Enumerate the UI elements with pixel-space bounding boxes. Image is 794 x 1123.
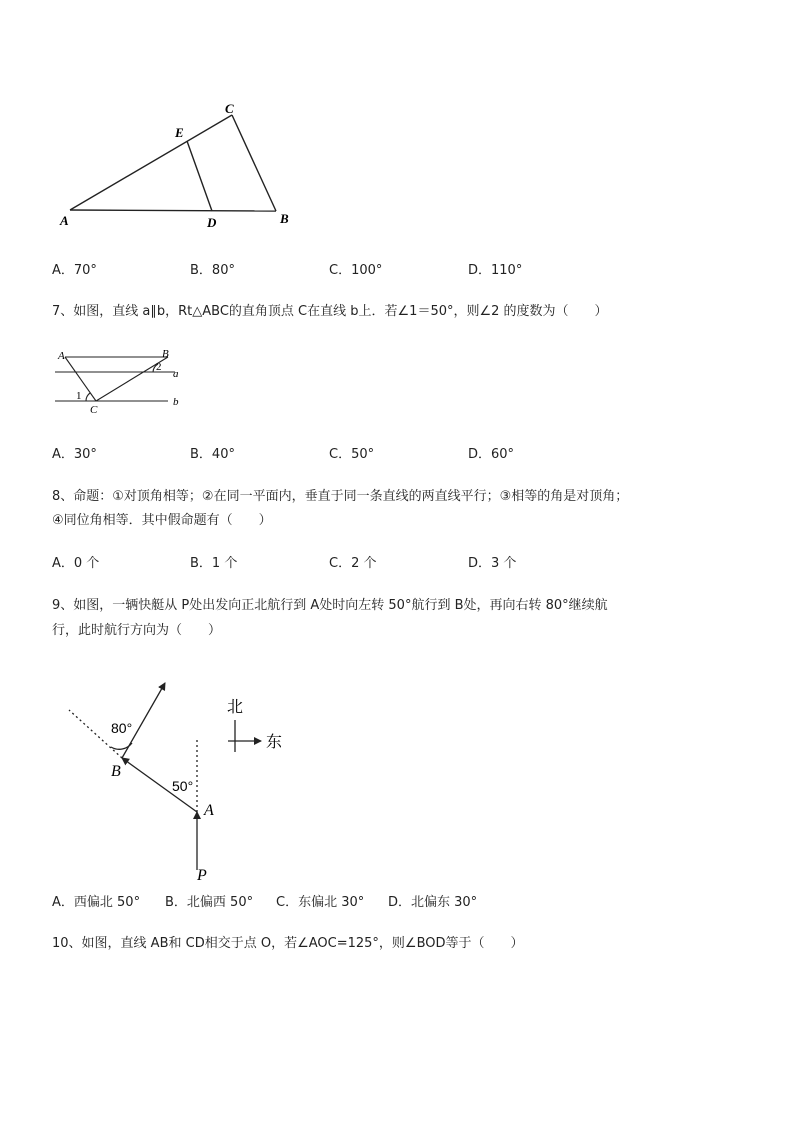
fig9-angle-50: 50°: [172, 778, 194, 794]
fig9-label-a: A: [204, 802, 214, 819]
figure-q7-parallel-lines: [50, 345, 200, 415]
q6-option-c[interactable]: C．100°: [329, 263, 383, 278]
q9-number: 9、: [52, 598, 74, 613]
q9-option-c[interactable]: C．东偏北 30°: [276, 895, 365, 910]
q6-option-b[interactable]: B．80°: [190, 263, 235, 278]
q8-option-a[interactable]: A．0 个: [52, 556, 100, 571]
q9-option-d[interactable]: D．北偏东 30°: [388, 895, 478, 910]
question-7: [52, 301, 608, 323]
fig9-compass-east: 东: [266, 732, 283, 751]
q7-option-c[interactable]: C．50°: [329, 447, 375, 462]
fig7-label-line-a: a: [173, 368, 179, 380]
q9-stem-2: 行，此时航行方向为（ ）: [52, 623, 222, 638]
fig6-label-d: D: [207, 215, 217, 230]
q7-option-b[interactable]: B．40°: [190, 447, 235, 462]
q8-stem-2: ④同位角相等．其中假命题有（ ）: [52, 513, 272, 528]
q6-option-a[interactable]: A．70°: [52, 263, 97, 278]
q10-stem: 如图，直线 AB和 CD相交于点 O，若∠AOC=125°，则∠BOD等于（ ）: [81, 936, 524, 951]
q9-option-b[interactable]: B．北偏西 50°: [165, 895, 254, 910]
q10-number: 10、: [52, 936, 82, 951]
fig6-label-b: B: [280, 211, 289, 226]
fig7-angle-2: 2: [156, 361, 162, 373]
fig7-angle-1: 1: [76, 390, 82, 402]
fig9-angle-80: 80°: [111, 720, 133, 736]
fig7-label-line-b: b: [173, 396, 179, 408]
fig7-label-a-point: A: [58, 350, 65, 362]
q8-option-c[interactable]: C．2 个: [329, 556, 377, 571]
q9-option-a[interactable]: A．西偏北 50°: [52, 895, 141, 910]
q7-option-d[interactable]: D．60°: [468, 447, 515, 462]
q7-number: 7、: [52, 304, 74, 319]
q6-option-d[interactable]: D．110°: [468, 263, 523, 278]
q7-option-a[interactable]: A．30°: [52, 447, 97, 462]
fig9-label-p: P: [197, 867, 207, 884]
fig9-label-b: B: [111, 763, 121, 780]
fig6-label-e: E: [175, 125, 184, 140]
q8-option-d[interactable]: D．3 个: [468, 556, 517, 571]
fig7-label-b-point: B: [162, 348, 169, 360]
fig7-label-c-point: C: [90, 404, 98, 415]
fig6-label-c: C: [225, 101, 234, 116]
q8-number: 8、: [52, 489, 74, 504]
q7-stem: 如图，直线 a∥b，Rt△ABC的直角顶点 C在直线 b上．若∠1＝50°，则∠2 的度数为（ ）: [73, 304, 608, 319]
q9-stem-1: 如图，一辆快艇从 P处出发向正北航行到 A处时向左转 50°航行到 B处，再向右转 80°继续航: [73, 598, 608, 613]
fig9-compass-north: 北: [227, 697, 244, 716]
q8-option-b[interactable]: B．1 个: [190, 556, 238, 571]
question-10: [52, 933, 524, 955]
figure-q6-triangle: [50, 95, 310, 240]
q8-stem-1: 命题：①对顶角相等；②在同一平面内，垂直于同一条直线的两直线平行；③相等的角是对顶角；: [73, 489, 629, 504]
question-8-line-1: [52, 486, 628, 508]
question-8-line-2: [52, 510, 272, 532]
fig6-label-a: A: [60, 213, 69, 228]
question-9-line-1: [52, 595, 608, 617]
figure-q9-navigation: [55, 675, 315, 885]
question-9-line-2: [52, 620, 221, 642]
